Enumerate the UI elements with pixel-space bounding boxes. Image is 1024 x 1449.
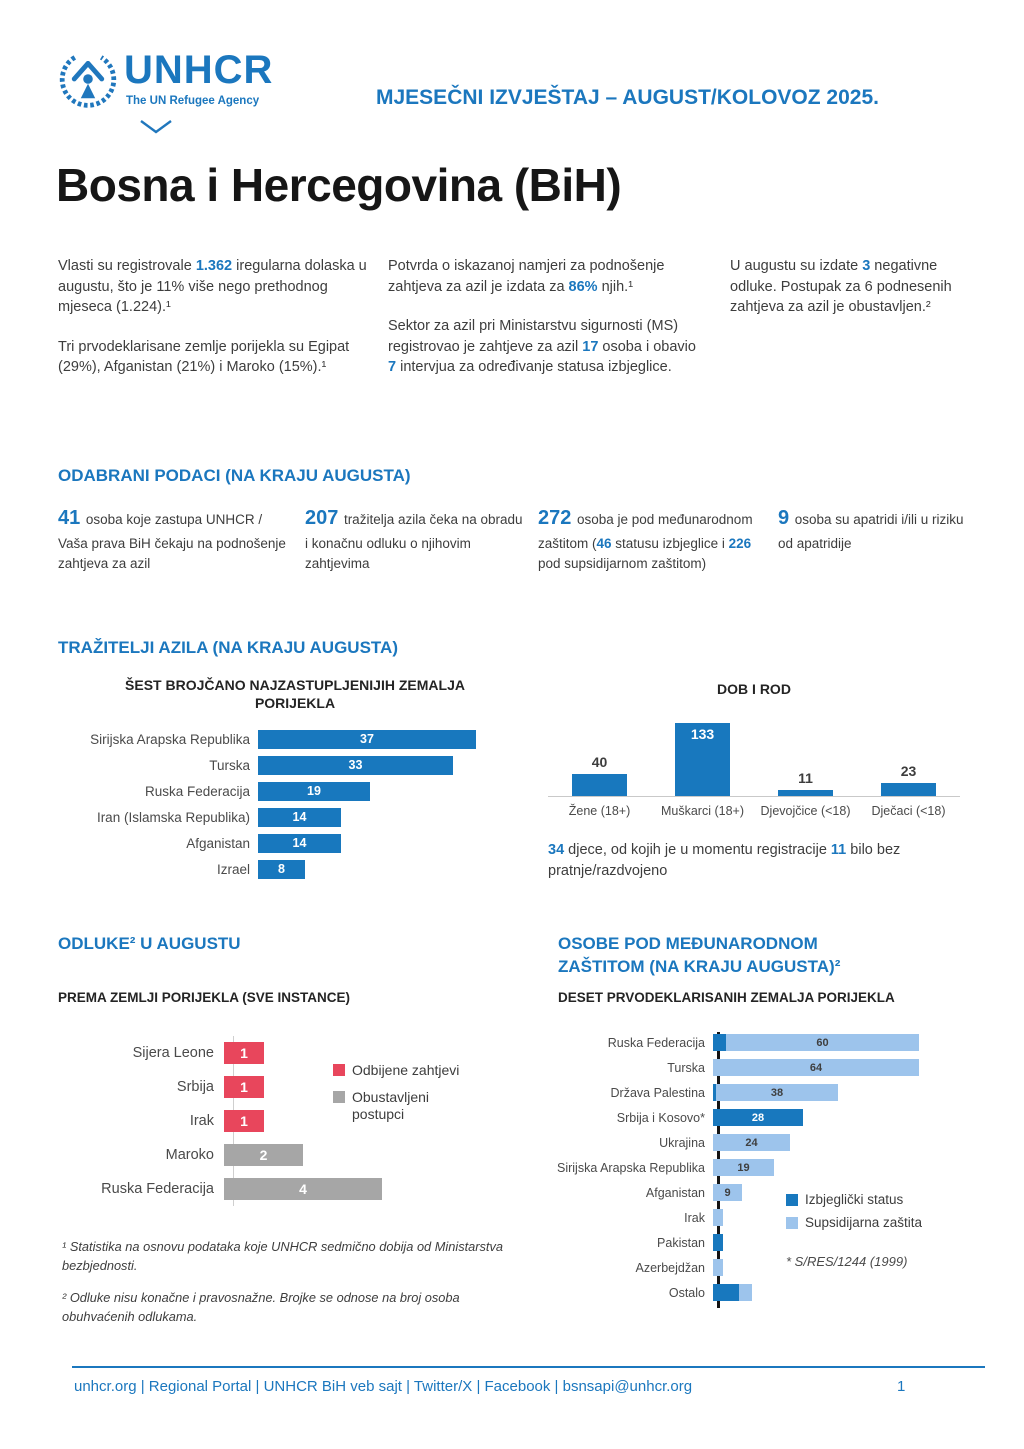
legend-swatch — [333, 1064, 345, 1076]
intro-column-2 — [388, 256, 696, 397]
text-segment: negativne odluke. Postupak za 6 podnesenih zahtjeva za azil je obustavljen.² — [730, 258, 952, 316]
text-segment: 207 — [305, 507, 344, 529]
bar-row — [540, 1055, 980, 1080]
legend-label: Izbjeglički status — [805, 1192, 904, 1207]
text-segment: Vlasti su registrovale — [58, 258, 196, 274]
legend-item — [786, 1192, 976, 1209]
text-segment: iregularna dolaska u augustu, što je 11% više nego prethodnog mjeseca (1.224).¹ — [58, 258, 367, 316]
bar-segment-subsidiary-protection — [726, 1034, 919, 1051]
bar-label: Iran (Islamska Republika) — [96, 809, 250, 825]
legend-item — [333, 1062, 471, 1080]
text-segment: 34 — [548, 842, 565, 858]
baseline — [548, 796, 651, 797]
bar-row — [58, 856, 510, 882]
bar-track — [713, 1084, 838, 1101]
bar-label: Maroko — [165, 1147, 214, 1163]
bar-track — [713, 1259, 723, 1276]
bar-row — [540, 1280, 980, 1305]
bar-label: Sirijska Arapska Republika — [557, 1160, 705, 1175]
bar-track — [713, 1109, 803, 1126]
text-segment: osoba su apatridi i/ili u riziku od apatridije — [778, 512, 964, 551]
chart-age-gender — [548, 700, 960, 818]
decisions-legend — [333, 1062, 471, 1133]
bar-label: Ruska Federacija — [607, 1035, 705, 1050]
bar-value: 14 — [292, 836, 307, 850]
page-number: 1 — [897, 1378, 906, 1395]
bar-label: Ruska Federacija — [101, 1181, 214, 1197]
text-segment: 11 — [830, 842, 847, 858]
bar-track — [713, 1134, 790, 1151]
bar-value: 8 — [278, 862, 285, 876]
bar-value: 33 — [348, 758, 363, 772]
text-segment: osoba koje zastupa UNHCR / Vaša prava BiH čekaju na podnošenje zahtjeva za azil — [58, 512, 286, 571]
chart-title-origin-countries: ŠEST BROJČANO NAJZASTUPLJENIJIH ZEMALJA PORIJEKLA — [125, 677, 465, 712]
bar-row — [58, 752, 510, 778]
bar-value: 11 — [798, 770, 813, 786]
intro-paragraph — [58, 256, 374, 318]
intro-paragraph — [388, 256, 696, 297]
bar — [258, 756, 453, 775]
bar-label: Afganistan — [186, 835, 250, 851]
bar-segment-refugee-status — [713, 1284, 739, 1301]
bar-value: 40 — [591, 754, 608, 770]
text-segment: statusu izbjeglice i — [611, 535, 729, 551]
text-segment: tražitelja azila čeka na obradu i konačnu odluku o njihovim zahtjevima — [305, 512, 523, 571]
bar-row — [540, 1255, 980, 1280]
bar-column — [857, 700, 960, 818]
unhcr-wordmark: UNHCR — [124, 48, 274, 92]
bar-category-label: Djevojčice (<18) — [760, 804, 851, 818]
text-segment: 272 — [538, 507, 577, 529]
text-segment: intervjua za određivanje statusa izbjeglice. — [396, 359, 672, 376]
bar — [258, 860, 305, 879]
section-heading-decisions: ODLUKE² U AUGUSTU — [58, 934, 241, 953]
section-heading-selected-data: ODABRANI PODACI (NA KRAJU AUGUSTA) — [58, 466, 411, 485]
legend-label: Supsidijarna zaštita — [805, 1214, 923, 1230]
bar-value: 2 — [259, 1147, 268, 1163]
bar-value: 19 — [307, 784, 321, 798]
text-segment: 226 — [728, 535, 752, 551]
footer-link[interactable]: bsnsapi@unhcr.org — [562, 1378, 693, 1395]
bar-segment-subsidiary-protection — [713, 1159, 774, 1176]
section-heading-asylum-seekers: TRAŽITELJI AZILA (NA KRAJU AUGUSTA) — [58, 638, 398, 657]
bar-row — [58, 778, 510, 804]
bar-wrap — [857, 700, 960, 796]
bar-track — [713, 1284, 752, 1301]
bar-track — [258, 860, 510, 879]
unhcr-tagline: The UN Refugee Agency — [126, 95, 260, 107]
legend-swatch — [786, 1194, 798, 1206]
bar-value: 23 — [900, 763, 917, 779]
text-segment: djece, od kojih je u momentu registracije — [564, 842, 831, 858]
bar-row — [58, 726, 510, 752]
text-segment: 1.362 — [195, 258, 233, 274]
bar — [224, 1042, 264, 1064]
stat-item — [305, 504, 523, 574]
bar-label: Izrael — [216, 861, 250, 877]
footer-separator: | — [401, 1378, 414, 1395]
bar-label: Turska — [667, 1060, 705, 1075]
section-heading-protection: OSOBE POD MEĐUNARODNOM ZAŠTITOM (NA KRAJU AUGUSTA)² — [558, 934, 841, 976]
bar-value: 37 — [360, 732, 374, 746]
bar-segment-refugee-status — [713, 1109, 803, 1126]
bar-value: 1 — [240, 1079, 248, 1095]
bar-wrap — [651, 700, 754, 796]
baseline — [857, 796, 960, 797]
text-segment: 17 — [582, 338, 599, 355]
chart-title-age-gender: DOB I ROD — [717, 681, 791, 697]
stat-item — [538, 504, 760, 574]
bar-category-label: Žene (18+) — [568, 804, 631, 818]
bar-value: 64 — [809, 1061, 823, 1074]
bar-label: Ukrajina — [659, 1135, 705, 1150]
text-segment: osoba i obavio — [598, 338, 696, 355]
text-segment: pod supsidijarnom zaštitom) — [538, 555, 707, 571]
bar-value: 38 — [770, 1086, 784, 1099]
text-segment: njih.¹ — [597, 278, 634, 295]
report-period-title: MJESEČNI IZVJEŠTAJ – AUGUST/KOLOVOZ 2025. — [376, 86, 879, 109]
intro-paragraph — [730, 256, 978, 318]
bar-column — [651, 700, 754, 818]
bar — [675, 723, 730, 796]
text-segment: 3 — [862, 258, 871, 274]
bar-value: 24 — [745, 1136, 758, 1149]
bar-row — [540, 1080, 980, 1105]
text-segment: 41 — [58, 507, 86, 529]
bar-column — [548, 700, 651, 818]
chart-subtitle-protection: DESET PRVODEKLARISANIH ZEMALJA PORIJEKLA — [558, 990, 895, 1005]
footnotes — [62, 1238, 520, 1340]
bar — [224, 1076, 264, 1098]
bar-row — [540, 1105, 980, 1130]
bar — [881, 783, 936, 796]
bar — [258, 808, 341, 827]
bar-label: Azerbejdžan — [635, 1260, 705, 1275]
chart-origin-countries — [58, 726, 510, 882]
bar-value: 1 — [240, 1045, 248, 1061]
bar-row — [540, 1130, 980, 1155]
bar — [224, 1178, 382, 1200]
bar-label: Sijera Leone — [132, 1045, 214, 1061]
bar-segment-refugee-status — [713, 1234, 723, 1251]
bar-label: Ruska Federacija — [144, 783, 250, 799]
footer-link[interactable]: Regional Portal — [148, 1378, 252, 1395]
bar-wrap — [548, 700, 651, 796]
baseline — [651, 796, 754, 797]
bar-label: Irak — [189, 1113, 214, 1129]
children-note — [548, 840, 968, 881]
bar-segment-subsidiary-protection — [713, 1184, 742, 1201]
bar-row — [58, 830, 510, 856]
bar-value: 14 — [292, 810, 307, 824]
bar-track — [258, 808, 510, 827]
legend-label: Odbijene zahtjevi — [352, 1062, 460, 1078]
bar-segment-subsidiary-protection — [713, 1259, 723, 1276]
chart-subtitle-decisions: PREMA ZEMLJI PORIJEKLA (SVE INSTANCE) — [58, 990, 351, 1005]
bar-category-label: Muškarci (18+) — [660, 804, 744, 818]
bar — [224, 1110, 264, 1132]
footnote: ² Odluke nisu konačne i pravosnažne. Brojke se odnose na broj osoba obuhvaćenih odlukama. — [62, 1290, 460, 1324]
legend-item — [786, 1215, 976, 1232]
legend-label: Obustavljeni postupci — [352, 1088, 430, 1122]
bar-label: Srbija i Kosovo* — [616, 1110, 705, 1125]
protection-legend — [786, 1192, 976, 1238]
text-segment: Tri prvodeklarisane zemlje porijekla su Egipat (29%), Afganistan (21%) i Maroko (15%).¹ — [58, 338, 350, 376]
bar-value: 28 — [751, 1111, 765, 1124]
bar-label: Država Palestina — [610, 1085, 705, 1100]
footer-separator: | — [550, 1378, 563, 1395]
bar — [258, 782, 370, 801]
country-title: Bosna i Hercegovina (BiH) — [56, 159, 622, 211]
bar-value: 19 — [737, 1161, 750, 1174]
text-segment: Potvrda o iskazanoj namjeri za podnošenje zahtjeva za azil je izdata za — [388, 258, 665, 295]
footer-link[interactable]: UNHCR BiH veb sajt — [263, 1378, 402, 1395]
bar-row — [58, 1138, 458, 1172]
bar-label: Ostalo — [668, 1285, 705, 1300]
footer-link[interactable]: Twitter/X — [413, 1378, 473, 1395]
bar-column — [754, 700, 857, 818]
stat-item — [778, 504, 976, 554]
bar-value: 133 — [690, 726, 715, 742]
bar-value: 9 — [724, 1186, 731, 1199]
bar — [258, 730, 476, 749]
bar-wrap — [754, 700, 857, 796]
text-segment: U augustu su izdate — [730, 258, 863, 274]
bar-segment-subsidiary-protection — [713, 1209, 723, 1226]
intro-column-1 — [58, 256, 374, 397]
baseline — [754, 796, 857, 797]
intro-column-3 — [730, 256, 978, 337]
bar-label: Sirijska Arapska Republika — [90, 731, 250, 747]
bar-track — [713, 1159, 774, 1176]
bar-label: Afganistan — [645, 1185, 705, 1200]
text-segment: 86% — [568, 278, 598, 295]
bar-row — [540, 1155, 980, 1180]
footer-links — [74, 1378, 692, 1395]
footer-link[interactable]: Facebook — [484, 1378, 551, 1395]
stat-item — [58, 504, 294, 574]
text-segment: Sektor za azil pri Ministarstvu sigurnosti (MS) registrovao je zahtjeve za azil — [388, 318, 679, 355]
bar-label: Pakistan — [657, 1235, 705, 1250]
bar — [224, 1144, 303, 1166]
bar-value: 1 — [240, 1113, 248, 1129]
bar-track — [713, 1209, 723, 1226]
bar-label: Srbija — [176, 1079, 214, 1095]
bar-track — [258, 730, 510, 749]
footer-separator: | — [472, 1378, 485, 1395]
bar-segment-subsidiary-protection — [713, 1134, 790, 1151]
text-segment: 46 — [596, 535, 612, 551]
unhcr-emblem-icon — [58, 48, 118, 110]
bar — [258, 834, 341, 853]
protection-chart-note: * S/RES/1244 (1999) — [786, 1254, 908, 1269]
bar-segment-subsidiary-protection — [739, 1284, 752, 1301]
bar-track — [258, 834, 510, 853]
text-segment: 9 — [778, 507, 795, 529]
bar-track — [258, 782, 510, 801]
footer-link[interactable]: unhcr.org — [74, 1378, 137, 1395]
bar-value: 60 — [816, 1036, 829, 1049]
bar-label: Irak — [684, 1210, 705, 1225]
bar-track — [713, 1059, 919, 1076]
bar-segment-subsidiary-protection — [716, 1084, 838, 1101]
bar-row — [58, 1172, 458, 1206]
intro-paragraph — [58, 337, 374, 378]
bar-segment-subsidiary-protection — [713, 1059, 919, 1076]
legend-swatch — [786, 1217, 798, 1229]
bar-label: Turska — [209, 757, 250, 773]
text-segment: bilo bez pratnje/razdvojeno — [548, 842, 901, 879]
text-segment: 7 — [388, 359, 397, 376]
footer-separator: | — [251, 1378, 264, 1395]
text-segment: osoba je pod međunarodnom zaštitom ( — [538, 512, 753, 551]
intro-paragraph — [388, 316, 696, 378]
bar-track — [713, 1034, 919, 1051]
footer-separator: | — [136, 1378, 149, 1395]
bar-row — [540, 1030, 980, 1055]
bar-value: 4 — [299, 1181, 307, 1197]
bar — [572, 774, 627, 796]
legend-item — [333, 1089, 471, 1124]
footer-divider — [72, 1366, 985, 1368]
footnote: ¹ Statistika na osnovu podataka koje UNHCR sedmično dobija od Ministarstva bezbjednosti. — [62, 1239, 503, 1273]
unhcr-logo — [58, 48, 118, 115]
legend-swatch — [333, 1091, 345, 1103]
bar-row — [58, 804, 510, 830]
bar-segment-refugee-status — [713, 1034, 726, 1051]
bar-category-label: Dječaci (<18) — [871, 804, 946, 818]
bar-track — [258, 756, 510, 775]
chevron-down-icon — [138, 118, 174, 141]
bar-track — [713, 1184, 742, 1201]
chart-protection — [540, 1030, 980, 1305]
bar-track — [713, 1234, 723, 1251]
